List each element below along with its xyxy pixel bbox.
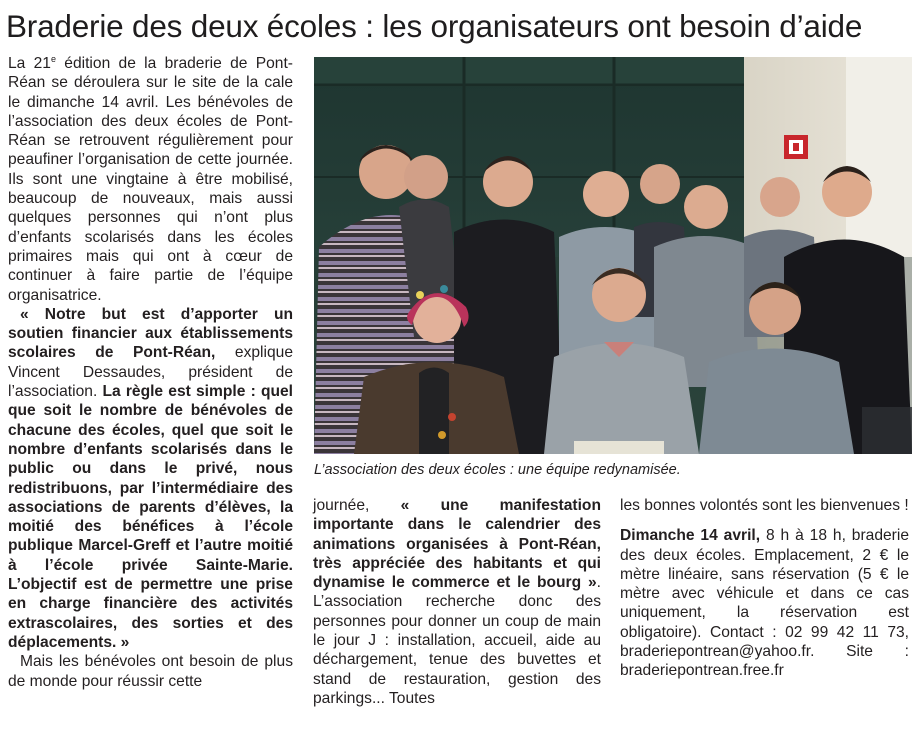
group-photo <box>314 57 912 454</box>
paragraph-welcome <box>620 496 909 515</box>
headline: Braderie des deux écoles : les organisateurs ont besoin d’aide <box>6 8 863 44</box>
event-details: 8 h à 18 h, braderie des deux écoles. Emplacement, 2 € le mètre linéaire, sans réservation (5 € le mètre avec véhicule et dans ce cas uniquement, la réservation est obligatoire). Contact : 02 99 42 11 73, braderiepontrean@yahoo.fr. Site : braderiepontrean.free.fr <box>620 527 910 680</box>
paragraph-intro <box>8 54 293 305</box>
paragraph-quote <box>8 305 293 652</box>
paragraph-association <box>313 496 601 708</box>
needs-text: . L’association recherche donc des personnes pour donner un coup de main le jour J : installation, accueil, aide au déchargement, tenue des buvettes et stand de restauration, gestion des parkings... Toutes <box>313 574 601 707</box>
intro-text: édition de la braderie de Pont-Réan se déroulera sur le site de la cale le dimanche 14 avril. Les bénévoles de l’association des deux écoles de Pont-Réan se retrouvent régulièrement pour peaufiner l’organisation de cette journée. Ils sont une vingtaine à être mobilisé, beaucoup de nouveaux, mais aussi quelques personnes qui n’ont plus d’enfants scolarisés dans les écoles primaires mais qui ont à cœur de continuer à faire partie de l’équipe organisatrice. <box>8 55 293 304</box>
practical-info <box>620 526 909 680</box>
event-date: Dimanche 14 avril, <box>620 527 761 545</box>
article-column-3 <box>620 496 909 736</box>
volunteers-text: Mais les bénévoles ont besoin de plus de monde pour réussir cette <box>8 653 293 690</box>
group-photo-image <box>314 57 912 454</box>
quote-text: « Notre but est d’apporter un soutien financier aux établissements scolaires de Pont-Réan, <box>8 305 293 362</box>
paragraph-volunteers <box>8 652 293 691</box>
article-column-1 <box>8 54 293 734</box>
continued-text: journée, <box>313 497 370 514</box>
quote-text-continued: La règle est simple : quel que soit le nombre de bénévoles de chacune des écoles, quel que soit le nombre d’enfants scolarisés dans le public ou dans le privé, nous redistribuons, par l’intermédiaire des associations de parents d’élèves, la moitié des bénéfices à l’école publique Marcel-Greff et l’autre moitié à l’école privée Sainte-Marie. L’objectif est de permettre une prise en charge financière des activités extrascolaires, des sorties et des déplacements. » <box>8 383 293 651</box>
attribution-text: explique Vincent Dessaudes, président de l’association. <box>8 344 293 401</box>
intro-text-start: La 21 <box>8 55 51 72</box>
photo-caption: L’association des deux écoles : une équipe redynamisée. <box>314 462 681 478</box>
article-column-2 <box>313 496 601 736</box>
ordinal-suffix: e <box>50 54 56 64</box>
welcome-text: les bonnes volontés sont les bienvenues ! <box>620 497 909 514</box>
quote-manifestation: « une manifestation importante dans le calendrier des animations organisées à Pont-Réan, très appréciée des habitants et qui dynamise le commerce et le bourg » <box>313 497 601 592</box>
